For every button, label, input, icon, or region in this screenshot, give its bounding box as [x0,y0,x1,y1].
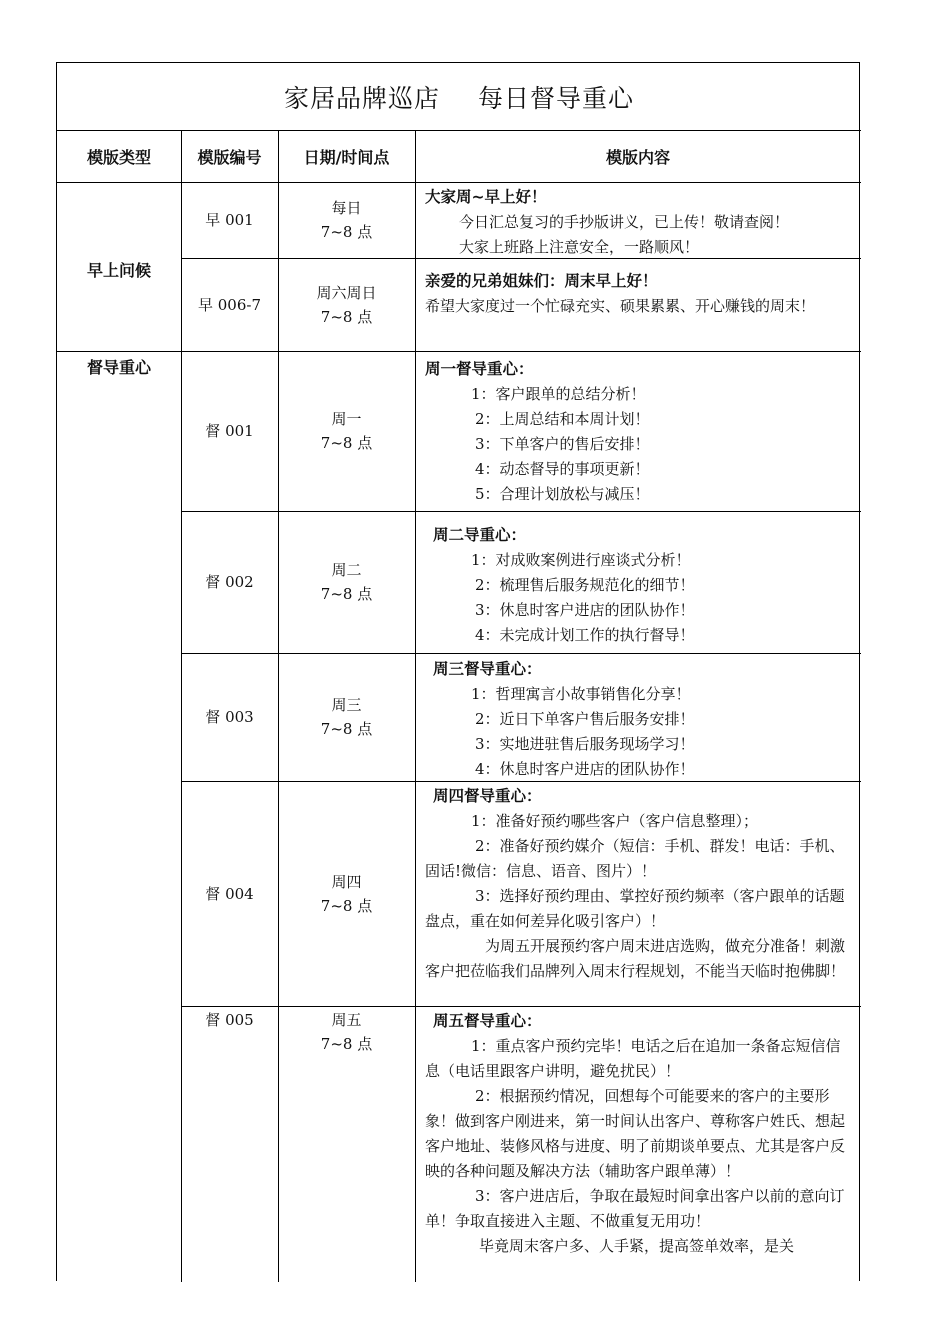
row-code: 督 005 [205,1011,254,1029]
content-heading: 周二导重心： [433,526,527,544]
row-day: 周五 [331,1011,362,1029]
row-time: 7~8 点 [320,896,373,915]
row-date-time [278,653,415,781]
content-line: 2：上周总结和本周计划！ [475,410,650,428]
row-code: 督 002 [205,573,254,591]
content-line: 3：客户进店后，争取在最短时间拿出客户以前的意向订单！争取直接进入主题、不做重复无用功！ [425,1187,845,1230]
content-heading: 周五督导重心： [433,1012,542,1030]
header-template-code: 模版编号 [197,148,262,167]
header-template-type: 模版类型 [86,148,151,167]
row-content [425,1009,855,1259]
row-code: 早 006-7 [197,295,261,314]
header-date-time: 日期/时间点 [303,148,390,167]
content-heading: 周一督导重心： [425,360,534,378]
row-code: 督 003 [205,708,254,726]
content-line: 1：哲理寓言小故事销售化分享！ [471,685,691,703]
row-date-time [278,351,415,511]
content-heading: 周三督导重心： [433,660,542,678]
row-content [425,269,853,319]
content-line: 5：合理计划放松与减压！ [475,485,650,503]
title-left: 家居品牌巡店 [283,83,440,113]
content-line: 3：选择好预约理由、掌控好预约频率（客户跟单的话题盘点，重在如何差异化吸引客户）！ [425,887,845,930]
row-day: 周三 [331,696,362,714]
row-time: 7~8 点 [320,434,373,452]
row-time: 7~8 点 [320,223,373,241]
content-line: 1：对成败案例进行座谈式分析！ [471,551,691,569]
content-line: 1：客户跟单的总结分析！ [471,385,646,403]
row-time: 7~8 点 [320,307,373,326]
content-line: 4：未完成计划工作的执行督导！ [475,626,695,644]
schedule-table [56,62,860,1281]
row-day: 每日 [331,199,362,217]
row-date-time [278,258,415,351]
content-line: 3：实地进驻售后服务现场学习！ [475,735,695,753]
row-day: 周一 [331,410,362,428]
content-line: 4：休息时客户进店的团队协作！ [475,760,695,778]
row-time: 7~8 点 [320,585,373,603]
row-code: 早 001 [205,211,254,229]
group-supervision-focus: 督导重心 [86,358,151,377]
group-morning-greeting: 早上问候 [86,261,151,280]
content-heading: 大家周~早上好！ [425,188,547,206]
content-heading: 亲爱的兄弟姐妹们：周末早上好！ [425,272,658,290]
row-day: 周四 [331,872,362,891]
row-date-time [278,1006,415,1284]
content-line: 今日汇总复习的手抄版讲义，已上传！敬请查阅！ [459,213,790,231]
row-time: 7~8 点 [320,1035,373,1053]
content-heading: 周四督导重心： [433,787,542,805]
content-line: 2：准备好预约媒介（短信：手机、群发！电话：手机、固话!微信：信息、语音、图片）！ [425,837,845,880]
content-line: 1：重点客户预约完毕！电话之后在追加一条备忘短信信息（电话里跟客户讲明，避免扰民）！ [425,1037,841,1080]
row-content [433,657,855,782]
row-content [425,784,855,984]
row-content [433,523,855,648]
row-content [425,185,855,260]
row-code: 督 004 [205,884,254,903]
title-right: 每日督导重心 [478,83,635,113]
content-line: 大家上班路上注意安全，一路顺风！ [459,238,700,256]
content-line: 3：休息时客户进店的团队协作！ [475,601,695,619]
page-title [57,63,861,131]
row-date-time [278,781,415,1006]
content-line: 3：下单客户的售后安排！ [475,435,650,453]
content-line: 2：梳理售后服务规范化的细节！ [475,576,695,594]
content-line: 毕竟周末客户多、人手紧，提高签单效率，是关 [479,1237,795,1255]
header-template-content: 模版内容 [605,148,670,167]
content-line: 2：近日下单客户售后服务安排！ [475,710,695,728]
row-date-time [278,182,415,258]
content-line: 4：动态督导的事项更新！ [475,460,650,478]
row-time: 7~8 点 [320,720,373,738]
row-day: 周二 [331,561,362,579]
content-line: 2：根据预约情况，回想每个可能要来的客户的主要形象！做到客户刚进来，第一时间认出客户、尊称客户姓氏、想起客户地址、装修风格与进度、明了前期谈单要点、尤其是客户反映的各种问题及解决方法（辅助客户跟单薄）！ [425,1087,846,1180]
content-line: 希望大家度过一个忙碌充实、硕果累累、开心赚钱的周末！ [425,297,816,315]
row-day: 周六周日 [316,283,377,302]
row-date-time [278,511,415,653]
row-code: 督 001 [205,422,254,440]
content-line: 为周五开展预约客户周末进店选购，做充分准备！刺激客户把莅临我们品牌列入周末行程规划，不能当天临时抱佛脚！ [425,937,846,980]
content-line: 1：准备好预约哪些客户（客户信息整理）； [471,812,759,830]
row-content [425,357,855,507]
